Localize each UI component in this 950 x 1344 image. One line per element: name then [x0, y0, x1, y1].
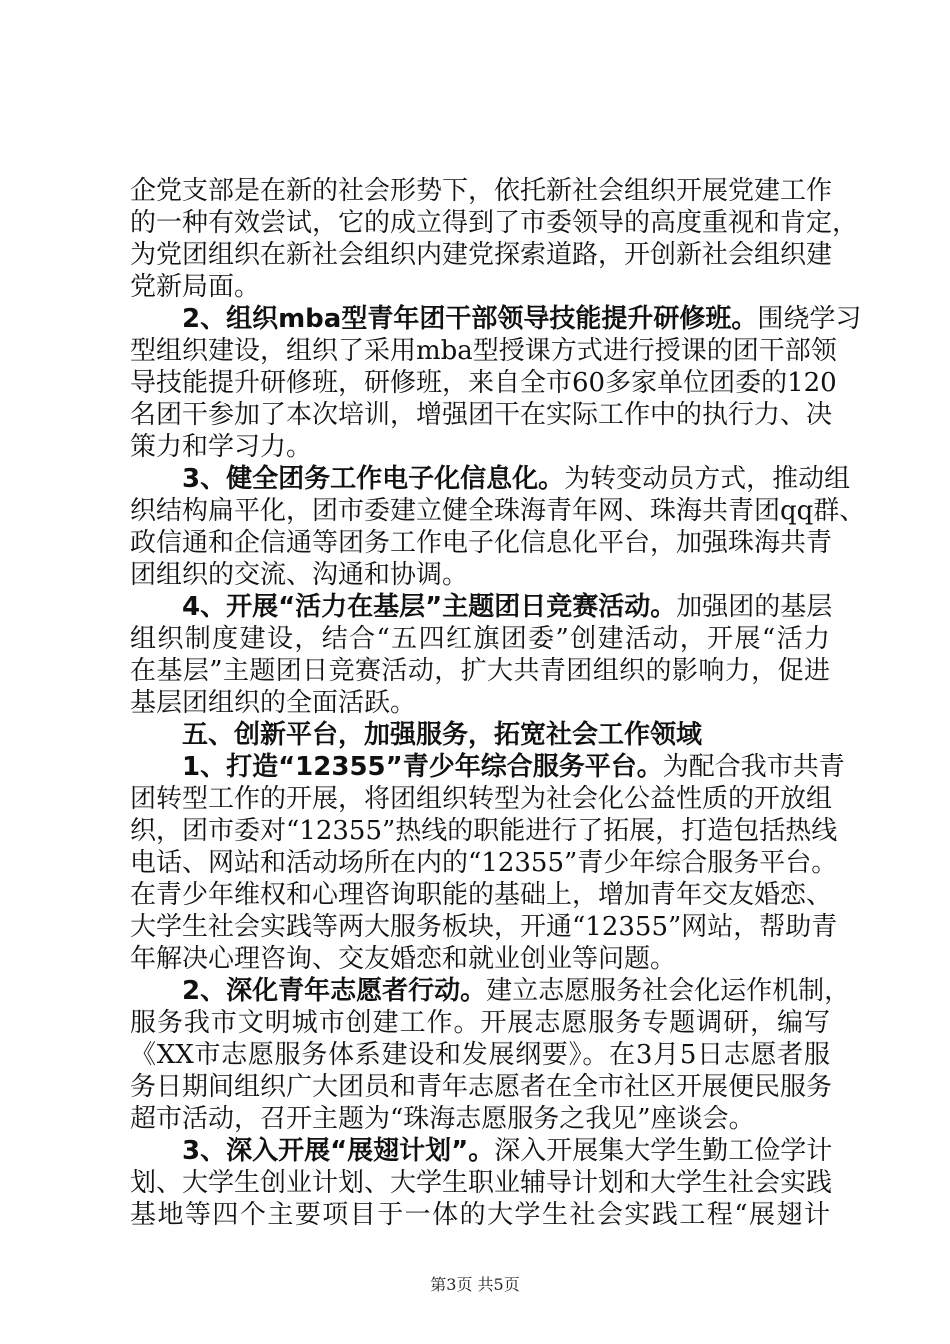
- paragraph-text: 加强团的基层: [676, 592, 833, 622]
- paragraph-text: 围绕学习: [757, 304, 862, 334]
- paragraph-heading: 1、打造“12355”青少年综合服务平台。: [182, 752, 663, 782]
- text-line: 大学生社会实践等两大服务板块，开通“12355”网站，帮助青: [130, 912, 838, 942]
- paragraph-heading: 3、健全团务工作电子化信息化。: [182, 464, 565, 494]
- text-line: 为党团组织在新社会组织内建党探索道路，开创新社会组织建: [130, 240, 833, 270]
- text-line: 年解决心理咨询、交友婚恋和就业创业等问题。: [130, 944, 677, 974]
- text-line: 服务我市文明城市创建工作。开展志愿服务专题调研，编写: [130, 1008, 830, 1038]
- paragraph-heading: 2、深化青年志愿者行动。: [182, 976, 487, 1006]
- paragraph-heading-line: [182, 464, 851, 494]
- text-line: 名团干参加了本次培训，增强团干在实际工作中的执行力、决: [130, 400, 833, 430]
- text-line: 电话、网站和活动场所在内的“12355”青少年综合服务平台。: [130, 848, 838, 878]
- paragraph-heading: 2、组织mba型青年团干部领导技能提升研修班。: [182, 304, 758, 334]
- paragraph-heading: 3、深入开展“展翅计划”。: [182, 1136, 495, 1166]
- text-line: 政信通和企信通等团务工作电子化信息化平台，加强珠海共青: [130, 528, 833, 558]
- text-line: 的一种有效尝试，它的成立得到了市委领导的高度重视和肯定，: [130, 208, 859, 238]
- section-heading-text: 五、创新平台，加强服务，拓宽社会工作领域: [182, 720, 703, 750]
- text-line: 《XX市志愿服务体系建设和发展纲要》。在3月5日志愿者服: [130, 1040, 830, 1070]
- paragraph-heading-line: [182, 592, 833, 622]
- paragraph-text: 深入开展集大学生勤工俭学计: [494, 1136, 833, 1166]
- paragraph-heading-line: [182, 304, 862, 334]
- text-line: 企党支部是在新的社会形势下，依托新社会组织开展党建工作: [130, 176, 833, 206]
- text-line: 组织制度建设，结合“五四红旗团委”创建活动，开展“活力: [130, 624, 830, 654]
- section-heading: [182, 720, 830, 750]
- paragraph-heading-line: [182, 1136, 833, 1166]
- text-line: 务日期间组织广大团员和青年志愿者在全市社区开展便民服务: [130, 1072, 833, 1102]
- text-line: 导技能提升研修班，研修班，来自全市60多家单位团委的120: [130, 368, 837, 398]
- paragraph-text: 为配合我市共青: [662, 752, 845, 782]
- text-line: 划、大学生创业计划、大学生职业辅导计划和大学生社会实践: [130, 1168, 833, 1198]
- text-line: 在基层”主题团日竞赛活动，扩大共青团组织的影响力，促进: [130, 656, 830, 686]
- text-line: 策力和学习力。: [130, 432, 313, 462]
- paragraph-heading-line: [182, 752, 845, 782]
- text-line: 织结构扁平化，团市委建立健全珠海青年网、珠海共青团qq群、: [130, 496, 866, 526]
- text-line: 基地等四个主要项目于一体的大学生社会实践工程“展翅计: [130, 1200, 830, 1230]
- text-line: 团转型工作的开展，将团组织转型为社会化公益性质的开放组: [130, 784, 833, 814]
- paragraph-text: 为转变动员方式，推动组: [564, 464, 851, 494]
- text-line: 型组织建设，组织了采用mba型授课方式进行授课的团干部领: [130, 336, 837, 366]
- paragraph-text: 建立志愿服务社会化运作机制，: [486, 976, 851, 1006]
- text-line: 超市活动，召开主题为“珠海志愿服务之我见”座谈会。: [130, 1104, 755, 1134]
- paragraph-heading: 4、开展“活力在基层”主题团日竞赛活动。: [182, 592, 677, 622]
- text-line: 织，团市委对“12355”热线的职能进行了拓展，打造包括热线: [130, 816, 838, 846]
- text-line: 在青少年维权和心理咨询职能的基础上，增加青年交友婚恋、: [130, 880, 833, 910]
- paragraph-heading-line: [182, 976, 851, 1006]
- text-line: 党新局面。: [130, 272, 261, 302]
- page-footer: 第3页 共5页: [430, 1275, 520, 1294]
- text-line: 基层团组织的全面活跃。: [130, 688, 417, 718]
- text-line: 团组织的交流、沟通和协调。: [130, 560, 469, 590]
